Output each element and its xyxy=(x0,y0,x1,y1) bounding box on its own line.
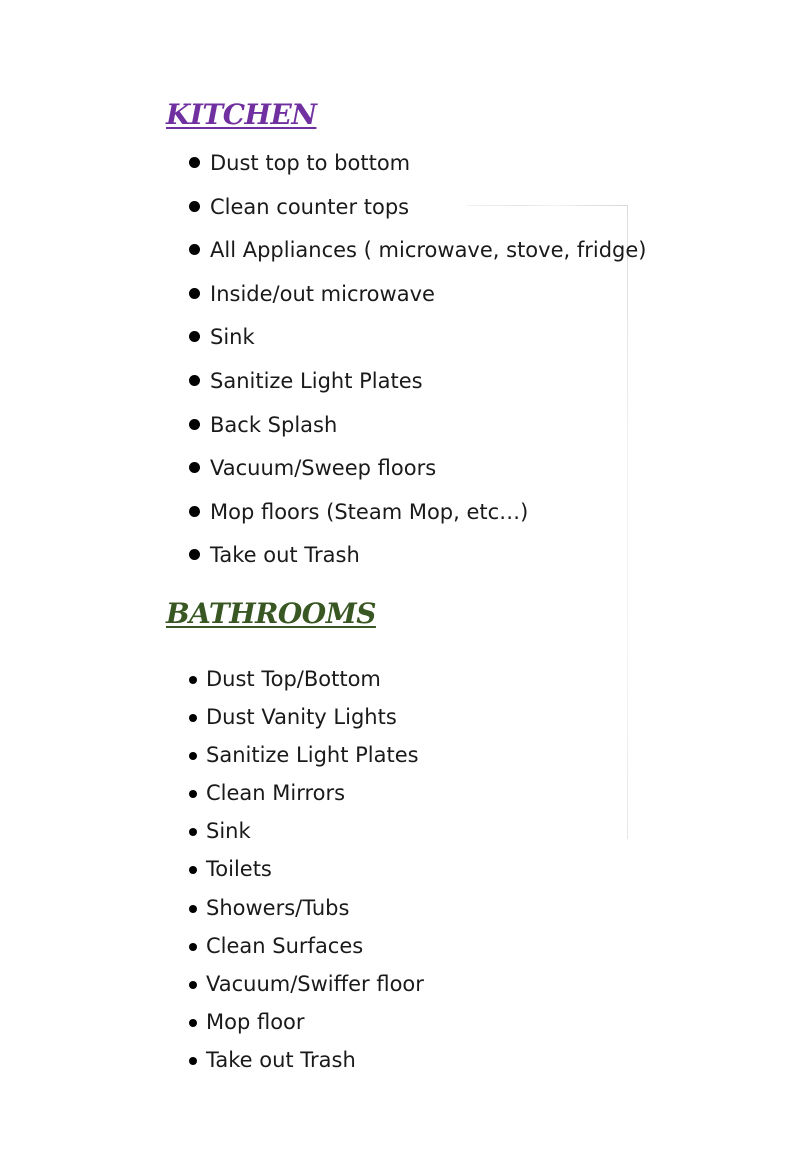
list-item xyxy=(186,852,424,890)
list-item xyxy=(186,700,424,738)
bullet-icon xyxy=(189,676,197,684)
list-item xyxy=(186,814,424,852)
bullet-icon xyxy=(189,462,200,473)
list-item xyxy=(186,232,647,276)
list-item-label: Clean Surfaces xyxy=(206,933,364,958)
list-item xyxy=(186,407,647,451)
list-item-label: Inside/out microwave xyxy=(210,281,435,306)
bullet-icon xyxy=(189,331,200,342)
bullet-icon xyxy=(189,714,197,722)
bullet-icon xyxy=(189,244,200,255)
list-item-label: Dust Vanity Lights xyxy=(206,705,397,730)
list-item-label: Showers/Tubs xyxy=(206,895,350,920)
list-item xyxy=(186,450,647,494)
list-item xyxy=(186,1005,424,1043)
kitchen-heading: KITCHEN xyxy=(166,98,317,131)
list-item xyxy=(186,662,424,700)
list-item-label: Clean counter tops xyxy=(210,194,410,219)
list-item xyxy=(186,363,647,407)
list-item-label: Sanitize Light Plates xyxy=(210,368,423,393)
bullet-icon xyxy=(189,375,200,386)
list-item xyxy=(186,1043,424,1081)
list-item-label: Clean Mirrors xyxy=(206,781,346,806)
list-item xyxy=(186,776,424,814)
bullet-icon xyxy=(189,828,197,836)
list-item xyxy=(186,494,647,538)
bathrooms-checklist xyxy=(186,662,424,1081)
list-item-label: Mop floor xyxy=(206,1009,305,1034)
bullet-icon xyxy=(189,549,200,560)
kitchen-checklist xyxy=(186,145,647,581)
bullet-icon xyxy=(189,201,200,212)
list-item-label: Sink xyxy=(206,819,251,844)
bullet-icon xyxy=(189,866,197,874)
bullet-icon xyxy=(189,157,200,168)
bullet-icon xyxy=(189,288,200,299)
bullet-icon xyxy=(189,419,200,430)
list-item xyxy=(186,319,647,363)
list-item-label: Back Splash xyxy=(210,412,338,437)
list-item-label: All Appliances ( microwave, stove, fridge) xyxy=(210,238,647,263)
list-item-label: Mop floors (Steam Mop, etc…) xyxy=(210,499,529,524)
list-item xyxy=(186,929,424,967)
list-item-label: Dust top to bottom xyxy=(210,151,411,175)
list-item xyxy=(186,738,424,776)
list-item xyxy=(186,276,647,320)
list-item-label: Toilets xyxy=(206,857,272,882)
list-item xyxy=(186,537,647,581)
list-item-label: Dust Top/Bottom xyxy=(206,667,381,691)
bullet-icon xyxy=(189,905,197,913)
list-item-label: Vacuum/Sweep floors xyxy=(210,456,437,481)
list-item-label: Take out Trash xyxy=(210,543,360,568)
list-item-label: Vacuum/Swiffer floor xyxy=(206,971,424,996)
bullet-icon xyxy=(189,506,200,517)
bullet-icon xyxy=(189,790,197,798)
bullet-icon xyxy=(189,752,197,760)
list-item-label: Take out Trash xyxy=(206,1047,356,1072)
list-item xyxy=(186,967,424,1005)
list-item xyxy=(186,145,647,189)
bullet-icon xyxy=(189,1019,197,1027)
bullet-icon xyxy=(189,943,197,951)
bullet-icon xyxy=(189,981,197,989)
bullet-icon xyxy=(189,1057,197,1065)
list-item-label: Sanitize Light Plates xyxy=(206,743,419,768)
bathrooms-heading: BATHROOMS xyxy=(166,597,376,630)
list-item xyxy=(186,891,424,929)
list-item-label: Sink xyxy=(210,325,255,350)
list-item xyxy=(186,189,647,233)
